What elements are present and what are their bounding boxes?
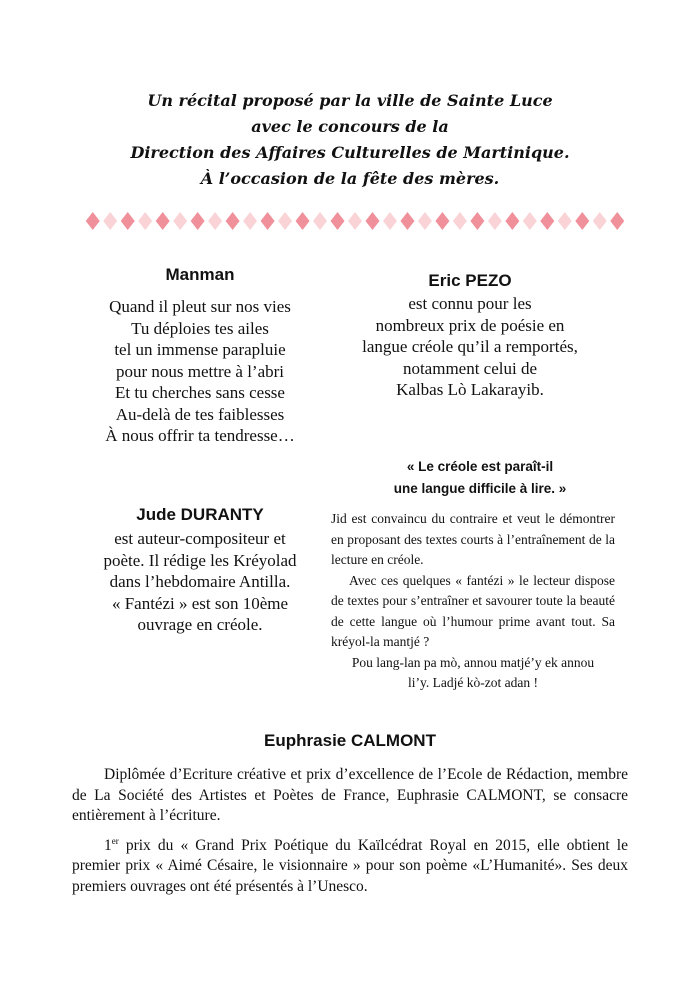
diamond-ornament [86, 212, 100, 230]
author-name-calmont: Euphrasie CALMONT [264, 731, 436, 750]
diamond-border [84, 210, 626, 232]
diamond-ornament [348, 212, 362, 230]
diamond-ornament [505, 212, 519, 230]
diamond-ornament [191, 212, 205, 230]
diamond-ornament [575, 212, 589, 230]
quote-title [340, 456, 620, 500]
intro-line: À l’occasion de la fête des mères. [200, 169, 500, 188]
intro-line: Direction des Affaires Culturelles de Martinique. [130, 143, 570, 162]
diamond-ornament [296, 212, 310, 230]
diamond-ornament [313, 212, 327, 230]
bio-line: ouvrage en créole. [137, 615, 263, 634]
author-name-duranty: Jude DURANTY [136, 505, 264, 524]
diamond-ornament [400, 212, 414, 230]
diamond-ornament [470, 212, 484, 230]
poem-line: pour nous mettre à l’abri [115, 361, 285, 381]
diamond-ornament [610, 212, 624, 230]
quote-creole-line: Pou lang-lan pa mò, annou matjé’y ek annou [351, 654, 595, 670]
poem-line: tel un immense parapluie [114, 340, 286, 359]
quote-title-line: une langue difficile à lire. » [393, 481, 567, 496]
prize-text: prix du « Grand Prix Poétique du Kaïlcédrat Royal en 2015, elle obtient le premier prix « Aimé Césaire, le visionnaire » pour son poème «L’Humanité». Ses deux premiers ouvrages ont été présentés à l’Unesco. [72, 836, 628, 895]
poem-line: À nous offrir ta tendresse… [105, 426, 295, 445]
diamond-ornament [488, 212, 502, 230]
diamond-ornament [435, 212, 449, 230]
diamond-ornament [173, 212, 187, 230]
diamond-ornament [103, 212, 117, 230]
diamond-ornament [383, 212, 397, 230]
diamond-ornament [593, 212, 607, 230]
bio-line: est connu pour les [408, 294, 532, 313]
author-name-pezo: Eric PEZO [428, 271, 512, 290]
bio-line: Kalbas Lò Lakarayib. [396, 380, 544, 399]
bio-line: « Fantézi » est son 10ème [111, 593, 289, 613]
diamond-ornament [558, 212, 572, 230]
bio-line: nombreux prix de poésie en [375, 315, 565, 335]
poem-line: Au-delà de tes faiblesses [115, 404, 285, 424]
prize-rank: 1 [104, 836, 112, 854]
poem-line: Et tu cherches sans cesse [115, 383, 285, 402]
bio-line: dans l’hebdomaire Antilla. [109, 572, 291, 591]
quote-creole-line: li’y. Ladjé kò-zot adan ! [408, 675, 538, 690]
quote-text [331, 509, 615, 694]
bio-paragraph: Diplômée d’Ecriture créative et prix d’excellence de l’Ecole de Rédaction, membre de La Société des Artistes et Poètes de France, Euphrasie CALMONT, se consacre entièrement à l’écriture. [72, 766, 628, 824]
diamond-ornament [121, 212, 135, 230]
author-bio-duranty [50, 528, 350, 636]
bio-line: est auteur-compositeur et [114, 529, 286, 548]
poem-line: Tu déploies tes ailes [131, 318, 269, 338]
bio-line: langue créole qu’il a remportés, [362, 337, 578, 356]
intro-line: avec le concours de la [251, 117, 449, 136]
diamond-ornament [540, 212, 554, 230]
bio-paragraph [72, 836, 628, 898]
poem-line: Quand il pleut sur nos vies [109, 297, 291, 316]
event-intro [0, 88, 700, 192]
diamond-ornament [365, 212, 379, 230]
diamond-ornament [453, 212, 467, 230]
diamond-ornament [156, 212, 170, 230]
prize-rank-suffix: er [111, 835, 119, 846]
quote-title-line: « Le créole est paraît-il [406, 459, 554, 474]
quote-paragraph: Avec ces quelques « fantézi » le lecteur dispose de textes pour s’entraîner et savourer toute la beauté de cette langue où l’humour prime avant tout. Sa kréyol-la mantjé ? [331, 572, 615, 649]
author-bio-calmont [72, 765, 628, 897]
diamond-ornament [138, 212, 152, 230]
quote-paragraph: Jid est convaincu du contraire et veut le démontrer en proposant des textes courts à l’entraînement de la lecture en créole. [331, 511, 615, 567]
bio-line: notamment celui de [402, 358, 538, 378]
poem-text [50, 296, 350, 447]
diamond-ornament [523, 212, 537, 230]
diamond-ornament [331, 212, 345, 230]
diamond-ornament [261, 212, 275, 230]
diamond-ornament [418, 212, 432, 230]
diamond-ornament [243, 212, 257, 230]
intro-line: Un récital proposé par la ville de Sainte Luce [147, 91, 553, 110]
poem-title: Manman [165, 265, 235, 284]
bio-line: poète. Il rédige les Kréyolad [103, 550, 297, 570]
author-bio-pezo [325, 293, 615, 401]
diamond-ornament [278, 212, 292, 230]
diamond-ornament [208, 212, 222, 230]
diamond-ornament [226, 212, 240, 230]
